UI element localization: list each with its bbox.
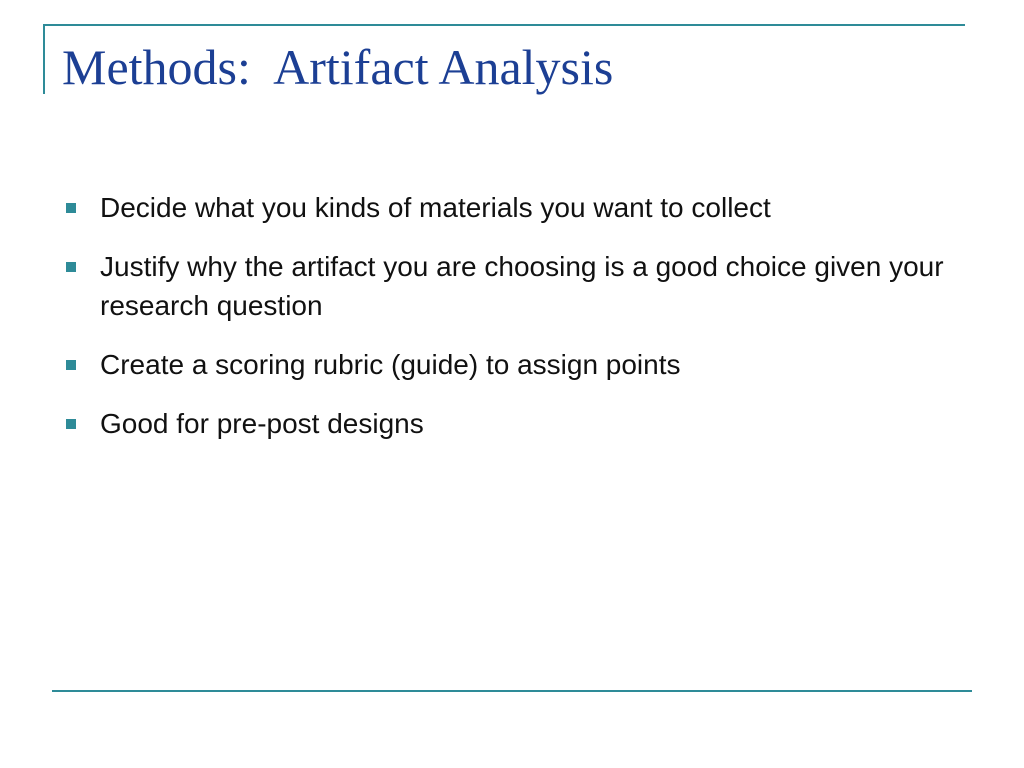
square-bullet-icon	[66, 419, 76, 429]
bullet-text: Justify why the artifact you are choosing is a good choice given your research question	[100, 251, 944, 321]
left-rule-line	[43, 24, 45, 94]
square-bullet-icon	[66, 360, 76, 370]
square-bullet-icon	[66, 262, 76, 272]
bottom-rule-line	[52, 690, 972, 692]
bullet-text: Create a scoring rubric (guide) to assign points	[100, 349, 681, 380]
bullet-text: Good for pre-post designs	[100, 408, 424, 439]
bullet-item	[64, 247, 974, 325]
bullet-item	[64, 188, 974, 227]
top-rule-line	[43, 24, 965, 26]
square-bullet-icon	[66, 203, 76, 213]
slide-title: Methods: Artifact Analysis	[62, 39, 614, 95]
bullet-item	[64, 404, 974, 443]
bullet-text: Decide what you kinds of materials you want to collect	[100, 192, 771, 223]
bullet-item	[64, 345, 974, 384]
bullet-list	[64, 188, 974, 463]
